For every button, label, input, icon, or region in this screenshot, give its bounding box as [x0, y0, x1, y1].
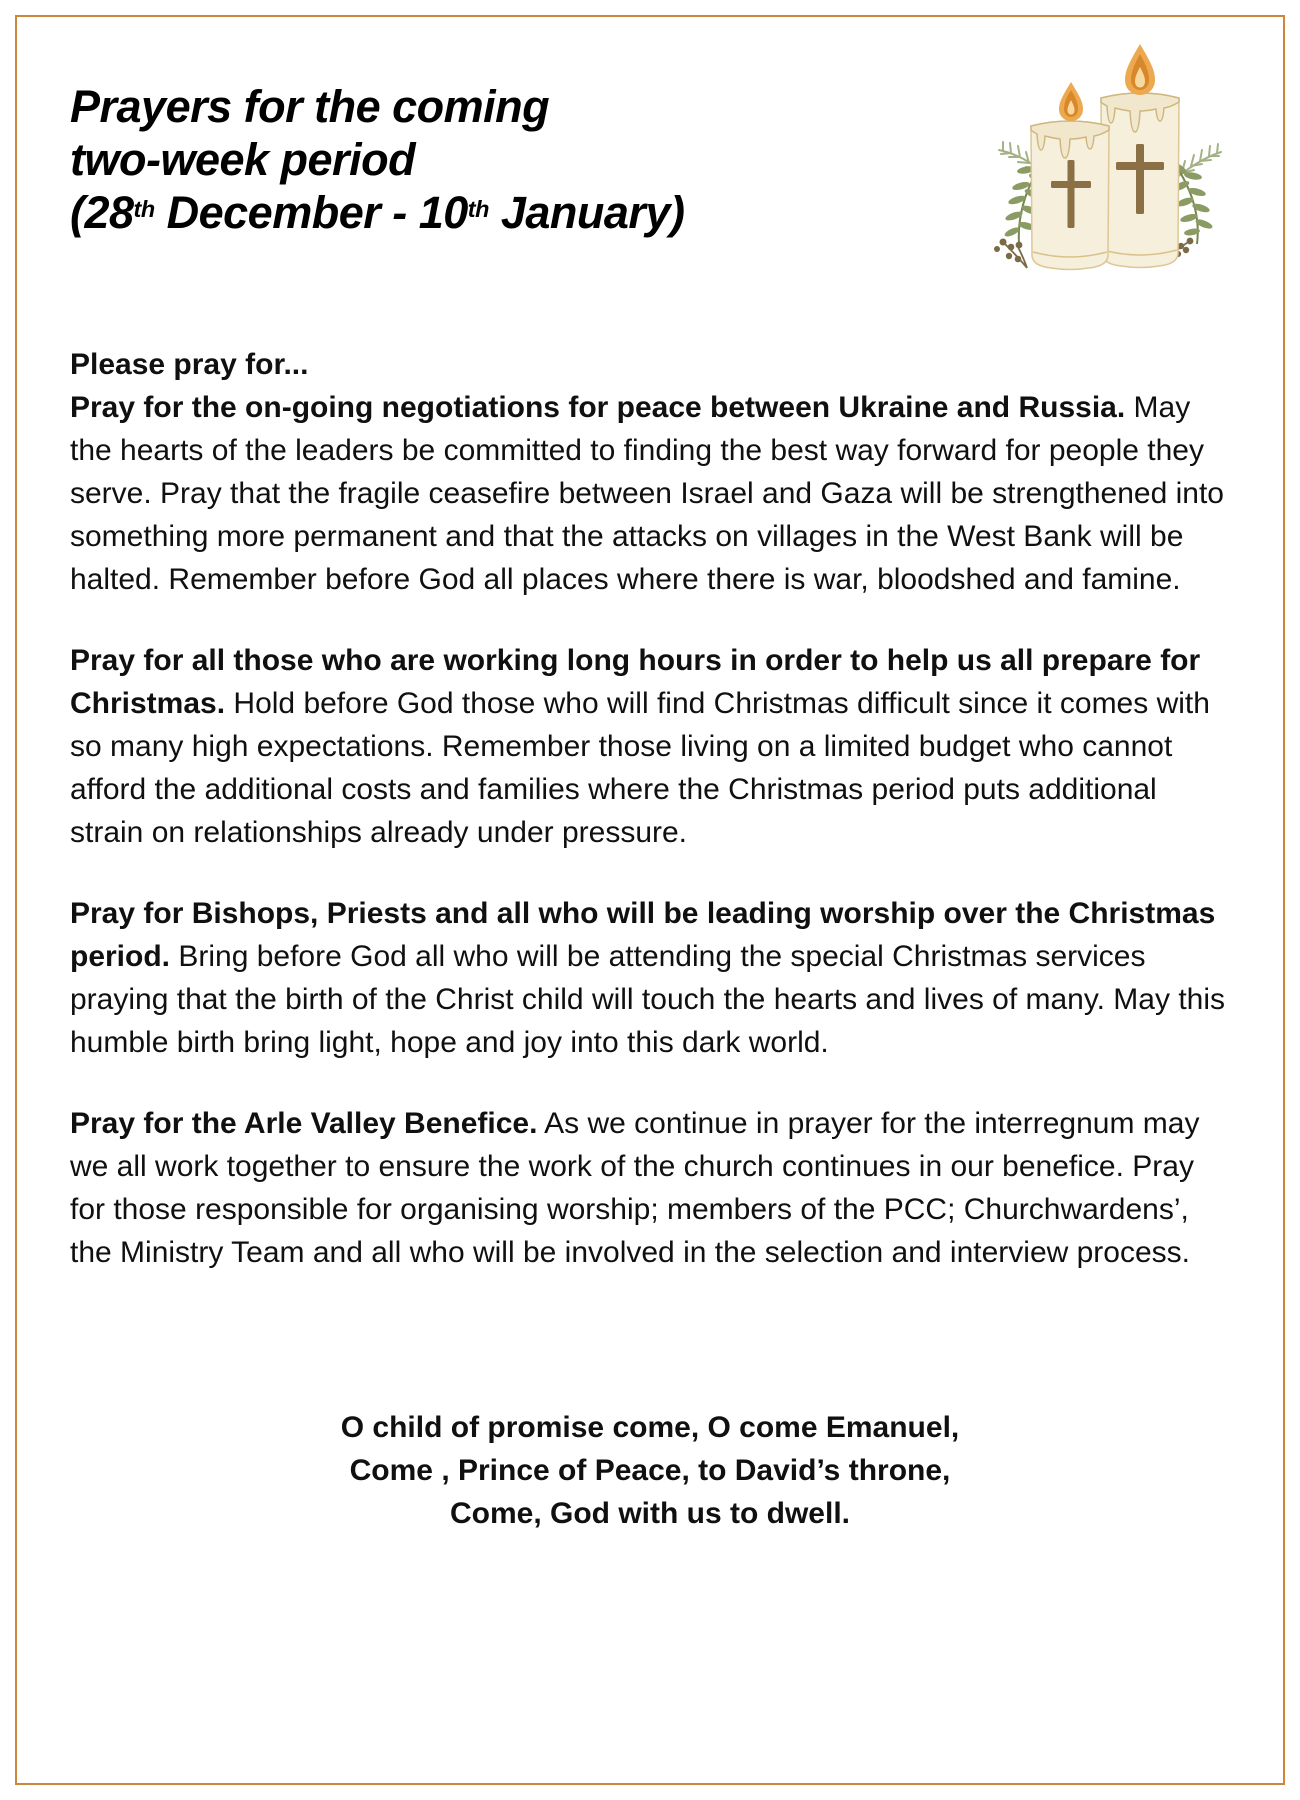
paragraph-lead: Pray for Bishops, Priests and all who will be leading worship over the Christmas period. — [70, 897, 1216, 973]
prayer-paragraph-4 — [70, 1102, 1230, 1274]
verse-line-1: O child of promise come, O come Emanuel, — [340, 1411, 960, 1444]
paragraph-lead: Pray for all those who are working long hours in order to help us all prepare for Christmas. — [70, 644, 1201, 720]
ordinal-superscript: th — [467, 195, 489, 222]
paragraph-text: May the hearts of the leaders be committed to finding the best way forward for people they serve. Pray that the fragile ceasefire between Israel and Gaza will be strengthened into something more permanent and that the attacks on villages in the West Bank will be halted. Remember before God all places where there is war, bloodshed and famine. — [70, 391, 1224, 596]
page-title — [70, 80, 1230, 239]
paragraph-lead: Pray for the on-going negotiations for peace between Ukraine and Russia. — [70, 391, 1126, 424]
paragraph-text: As we continue in prayer for the interregnum may we all work together to ensure the work of the church continues in our benefice. Pray for those responsible for organising worship; members of the PCC; Churchwardens’, the Ministry Team and all who will be involved in the selection and interview process. — [70, 1107, 1200, 1269]
prayer-paragraph-3 — [70, 892, 1230, 1064]
prayer-paragraph-2 — [70, 639, 1230, 854]
paragraph-text: Bring before God all who will be attending the special Christmas services praying that the birth of the Christ child will touch the hearts and lives of many. May this humble birth bring light, hope and joy into this dark world. — [70, 940, 1225, 1059]
title-line-1: Prayers for the coming — [70, 81, 550, 132]
title-line-3: (28th December - 10th January) — [70, 187, 685, 238]
paragraph-text: Hold before God those who will find Christmas difficult since it comes with so many high expectations. Remember those living on a limited budget who cannot afford the additional costs and families where the Christmas period puts additional strain on relationships already under pressure. — [70, 687, 1210, 849]
prayer-paragraph-1 — [70, 386, 1230, 601]
verse-line-2: Come , Prince of Peace, to David’s throne, — [349, 1454, 951, 1487]
verse-line-3: Come, God with us to dwell. — [449, 1497, 850, 1530]
title-line-2: two-week period — [70, 134, 416, 185]
paragraph-lead: Pray for the Arle Valley Benefice. — [70, 1107, 538, 1140]
closing-verse — [70, 1406, 1230, 1535]
intro-line: Please pray for... — [70, 348, 309, 381]
document-body — [70, 80, 1230, 1535]
ordinal-superscript: th — [133, 195, 155, 222]
